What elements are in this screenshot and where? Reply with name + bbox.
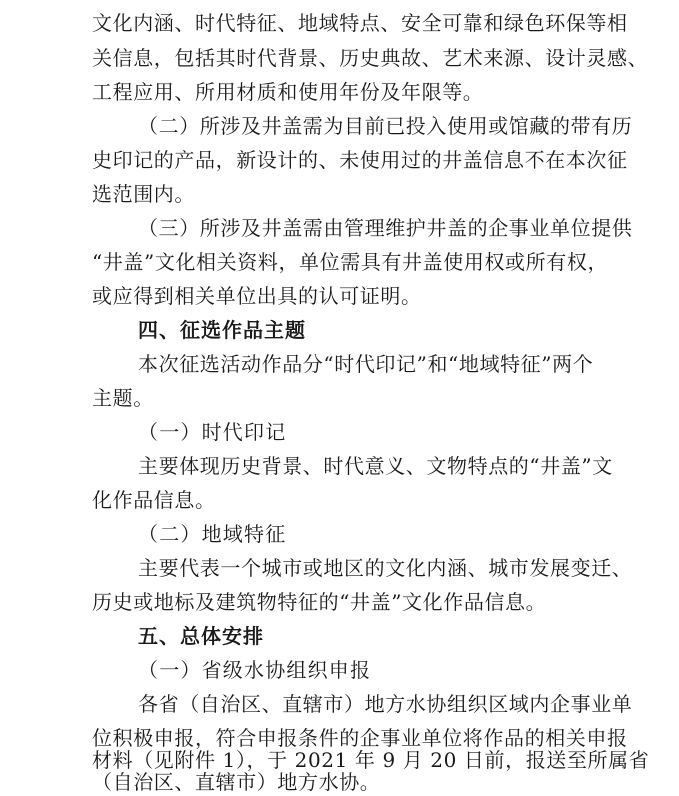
section-heading: 四、征选作品主题 [138, 318, 306, 342]
subsection-heading: （一）省级水协组织申报 [138, 658, 372, 682]
body-text-line: 选范围内。 [92, 182, 195, 206]
body-text-line: 工程应用、所用材质和使用年份及年限等。 [92, 80, 484, 104]
body-text-line: 主题。 [92, 386, 154, 410]
body-text-line: 化作品信息。 [92, 488, 216, 512]
body-text-line: 主要体现历史背景、时代意义、文物特点的“井盖”文 [138, 454, 613, 478]
body-text-line: 材料（见附件 1），于 2021 年 9 月 20 日前，报送至所属省 [92, 748, 650, 772]
subsection-heading: （一）时代印记 [138, 420, 287, 444]
body-text-line: 各省（自治区、直辖市）地方水协组织区域内企事业单 [138, 692, 633, 716]
body-text-line: 位积极申报，符合申报条件的企事业单位将作品的相关申报 [92, 726, 628, 750]
body-text-line: （自治区、直辖市）地方水协。 [92, 770, 381, 794]
body-text-line: 关信息，包括其时代背景、历史典故、艺术来源、设计灵感、 [92, 46, 649, 70]
body-text-line: 或应得到相关单位出具的认可证明。 [92, 284, 422, 308]
body-text-line: 历史或地标及建筑物特征的“井盖”文化作品信息。 [92, 590, 547, 614]
body-text-line: “井盖”文化相关资料，单位需具有井盖使用权或所有权， [92, 250, 609, 274]
body-text-line: 本次征选活动作品分“时代印记”和“地域特征”两个 [138, 352, 594, 376]
body-text-line: 主要代表一个城市或地区的文化内涵、城市发展变迁、 [138, 556, 633, 580]
subsection-heading: （二）地域特征 [138, 522, 287, 546]
section-heading: 五、总体安排 [138, 624, 264, 648]
body-text-line: 史印记的产品，新设计的、未使用过的井盖信息不在本次征 [92, 148, 628, 172]
body-text-line: 文化内涵、时代特征、地域特点、安全可靠和绿色环保等相 [92, 11, 628, 35]
body-text-line: （三）所涉及井盖需由管理维护井盖的企事业单位提供 [138, 216, 633, 240]
body-text-line: （二）所涉及井盖需为目前已投入使用或馆藏的带有历 [138, 114, 633, 138]
